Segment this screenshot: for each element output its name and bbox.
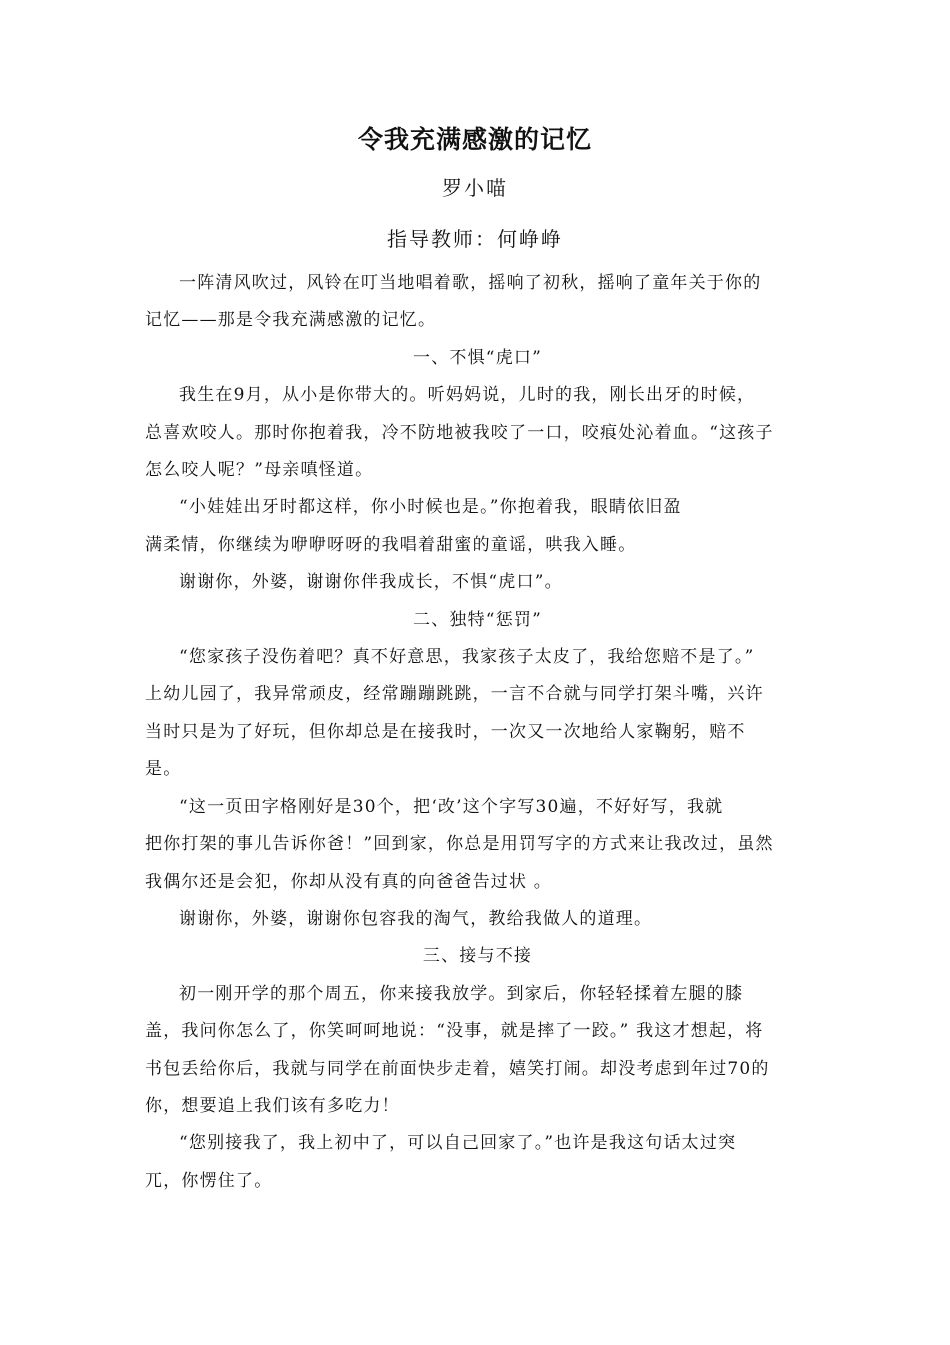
text-line: 我偶尔还是会犯，你却从没有真的向爸爸告过状 。 <box>145 871 553 892</box>
text-line: “您家孩子没伤着吧？真不好意思，我家孩子太皮了，我给您赔不是了。” <box>179 647 755 668</box>
page-title: 令我充满感激的记忆 <box>357 125 592 154</box>
section-heading: 三、接与不接 <box>422 946 533 967</box>
text-line: 盖，我问你怎么了，你笑呵呵地说：“没事，就是摔了一跤。” 我这才想起，将 <box>145 1021 764 1042</box>
text-line: 初一刚开学的那个周五，你来接我放学。到家后，你轻轻揉着左腿的膝 <box>179 983 744 1004</box>
section-heading: 一、不惧“虎口” <box>413 347 542 368</box>
text-line: 把你打架的事儿告诉你爸！”回到家，你总是用罚写字的方式来让我改过，虽然 <box>145 834 774 855</box>
text-line: 是。 <box>145 759 182 780</box>
text-line: 怎么咬人呢？”母亲嗔怪道。 <box>145 460 374 481</box>
text-line: 兀，你愣住了。 <box>145 1170 273 1191</box>
text-line: 谢谢你，外婆，谢谢你伴我成长，不惧“虎口”。 <box>179 572 563 593</box>
text-line: “这一页田字格刚好是30个，把‘改’这个字写30遍，不好好写，我就 <box>179 796 724 817</box>
text-line: 记忆——那是令我充满感激的记忆。 <box>145 310 437 331</box>
text-line: 你，想要追上我们该有多吃力！ <box>145 1095 400 1116</box>
teacher-name: 指导教师：何峥峥 <box>387 227 563 251</box>
text-line: 一阵清风吹过，风铃在叮当地唱着歌，摇响了初秋，摇响了童年关于你的 <box>179 273 762 293</box>
text-line: “您别接我了，我上初中了，可以自己回家了。”也许是我这句话太过突 <box>179 1133 737 1154</box>
text-line: 当时只是为了好玩，但你却总是在接我时，一次又一次地给人家鞠躬，赔不 <box>145 721 746 742</box>
section-heading: 二、独特“惩罚” <box>413 609 542 630</box>
text-line: 满柔情，你继续为咿咿呀呀的我唱着甜蜜的童谣，哄我入睡。 <box>145 534 637 555</box>
text-line: 总喜欢咬人。那时你抱着我，冷不防地被我咬了一口，咬痕处沁着血。“这孩子 <box>145 422 774 443</box>
text-line: “小娃娃出牙时都这样，你小时候也是。”你抱着我，眼睛依旧盈 <box>179 497 682 518</box>
text-line: 谢谢你，外婆，谢谢你包容我的淘气，教给我做人的道理。 <box>179 908 653 929</box>
text-line: 上幼儿园了，我异常顽皮，经常蹦蹦跳跳，一言不合就与同学打架斗嘴，兴许 <box>145 684 764 705</box>
essay-body <box>145 265 810 1200</box>
text-line: 我生在9月，从小是你带大的。听妈妈说，儿时的我，刚长出牙的时候， <box>179 385 756 406</box>
author-name: 罗小喵 <box>442 176 508 200</box>
text-line: 书包丢给你后，我就与同学在前面快步走着，嬉笑打闹。却没考虑到年过70的 <box>145 1058 770 1079</box>
